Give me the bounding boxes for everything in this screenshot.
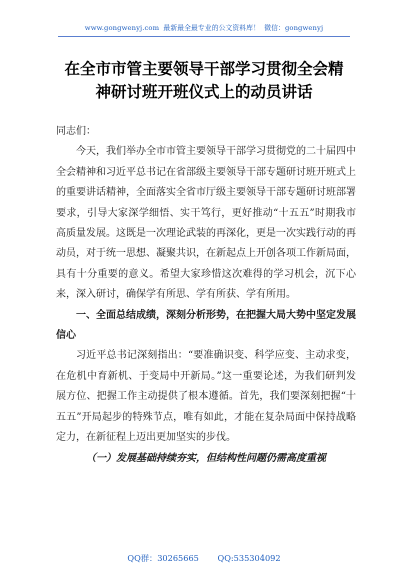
title-line-2: 神研讨班开班仪式上的动员讲话 [95,83,313,101]
subsection-heading-1: （一）发展基础持续夯实，但结构性问题仍需高度重视 [86,452,326,464]
document-body [56,122,356,469]
site-slogan: 最新最全最专业的公文资料库！ [163,24,260,32]
qq-number: QQ:535304092 [217,553,281,563]
title-line-1: 在全市市管主要领导干部学习贯彻全会精 [64,60,344,78]
site-footer [0,553,408,564]
paragraph-intro: 今天，我们举办全市市管主要领导干部学习贯彻党的二十届四中全会精神和习近平总书记在省部级主要领导干部专题研讨班开班式上的重要讲话精神，全面落实全省市厅级主要领导干部专题研讨班部署要求，引导大家深学细悟、实干笃行，更好推动“十五五”时期我市高质量发展。这既是一次理论武装的再深化，更是一次实践行动的再动员，对于统一思想、凝聚共识，在新起点上开创各项工作新局面，具有十分重要的意义。希望大家珍惜这次难得的学习机会，沉下心来，深入研讨，确保学有所思、学有所获、学有所用。 [56,146,356,301]
paragraph-section-1: 习近平总书记深刻指出：“要准确识变、科学应变、主动求变，在危机中育新机、于变局中开新局。”这一重要论述，为我们研判发展方位、把握工作主动提供了根本遵循。首先，我们要深刻把握“十五五”开局起步的特殊节点，唯有如此，才能在复杂局面中保持战略定力，在新征程上迈出更加坚实的步伐。 [56,350,356,444]
wechat-id: 微信：gongwenyj [264,24,324,32]
qq-group: QQ群：30265665 [127,553,199,563]
site-url[interactable]: www.gongwenyj.com [84,24,160,32]
header-divider [58,36,350,37]
document-title [40,58,368,104]
section-heading-1: 一、全面总结成绩，深刻分析形势，在把握大局大势中坚定发展信心 [56,309,356,342]
salutation: 同志们： [56,126,96,137]
site-header [0,22,408,32]
